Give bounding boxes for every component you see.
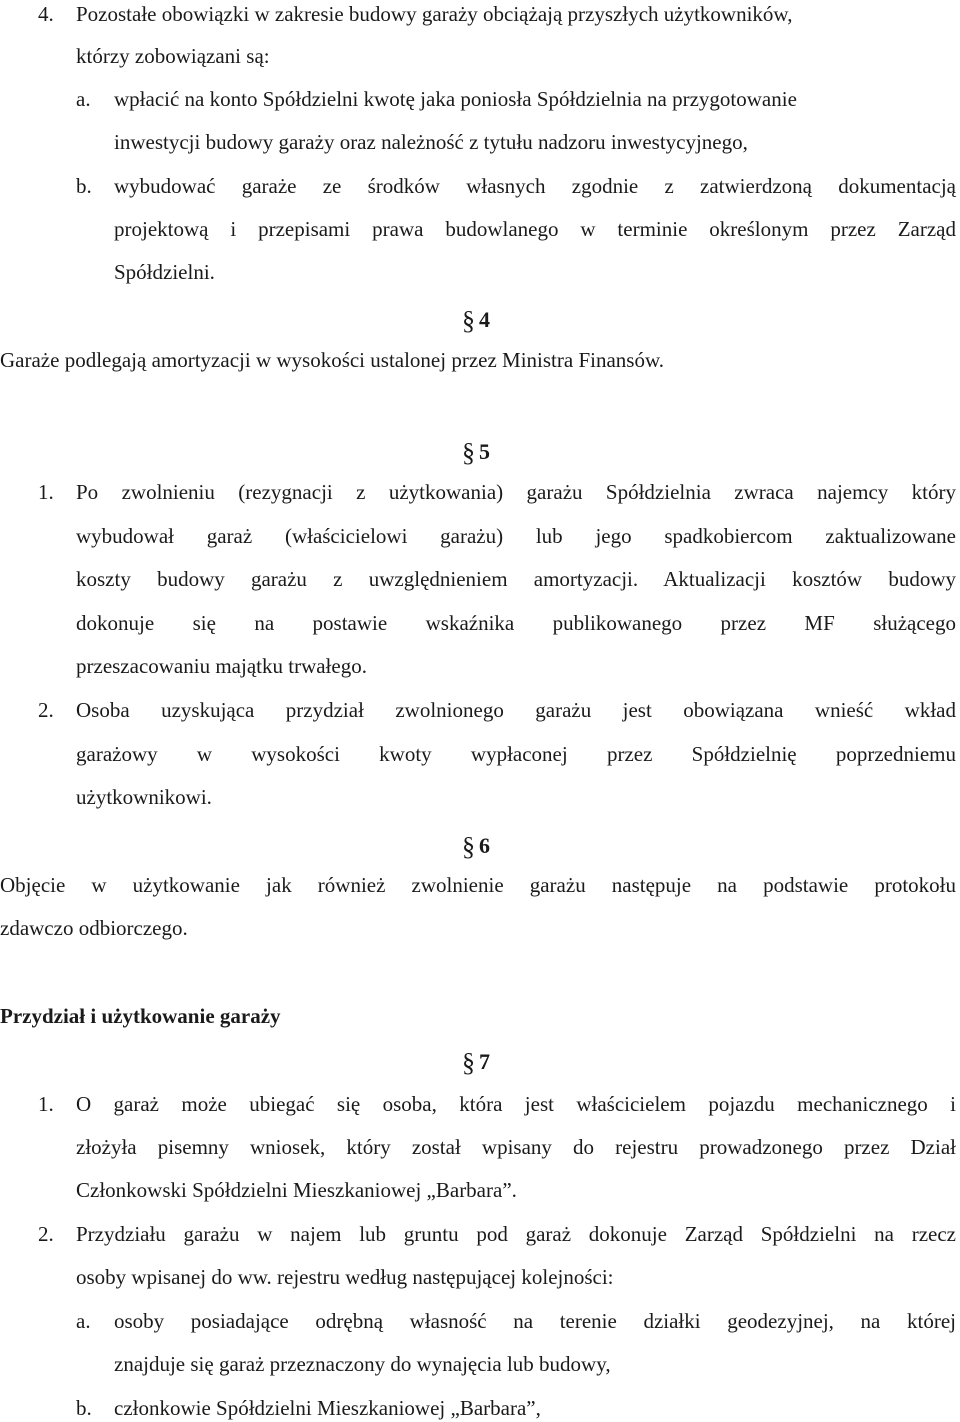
section-title: Przydział i użytkowanie garaży [0,1004,281,1028]
list-marker: b. [76,1396,92,1420]
paragraph-line: zdawczo odbiorczego. [0,916,188,940]
list-item-line: członkowie Spółdzielni Mieszkaniowej „Barbara”, [114,1396,541,1420]
paragraph-line: wybudował garaż (właścicielowi garażu) lub jego spadkobiercom zaktualizowane [76,524,956,548]
section-heading-5 [462,438,490,467]
list-item-line: Spółdzielni. [114,260,215,284]
section-heading-6 [462,832,490,861]
section-number: 4 [479,307,490,332]
paragraph-line: O garaż może ubiegać się osoba, która jest właścicielem pojazdu mechanicznego i [76,1092,956,1116]
paragraph-line: dokonuje się na postawie wskaźnika publikowanego przez MF służącego [76,611,956,635]
item-number: 1. [38,480,54,504]
list-marker: b. [76,174,92,198]
item-number: 1. [38,1092,54,1116]
paragraph-symbol: § [462,1048,475,1077]
paragraph-line: koszty budowy garażu z uwzględnieniem amortyzacji. Aktualizacji kosztów budowy [76,567,956,591]
list-item-line: wpłacić na konto Spółdzielni kwotę jaka poniosła Spółdzielnia na przygotowanie [114,87,797,111]
list-item-line: wybudować garaże ze środków własnych zgodnie z zatwierdzoną dokumentacją [114,174,956,198]
paragraph-line: przeszacowaniu majątku trwałego. [76,654,367,678]
paragraph-line: garażowy w wysokości kwoty wypłaconej przez Spółdzielnię poprzedniemu [76,742,956,766]
paragraph-line: osoby wpisanej do ww. rejestru według następującej kolejności: [76,1265,614,1289]
paragraph-line: którzy zobowiązani są: [76,44,270,68]
list-item-line: inwestycji budowy garaży oraz należność z tytułu nadzoru inwestycyjnego, [114,130,748,154]
list-item-line: osoby posiadające odrębną własność na terenie działki geodezyjnej, na której [114,1309,956,1333]
list-item-line: projektową i przepisami prawa budowlanego w terminie określonym przez Zarząd [114,217,956,241]
paragraph-line: Objęcie w użytkowanie jak również zwolnienie garażu następuje na podstawie protokołu [0,873,956,897]
paragraph-line: Członkowski Spółdzielni Mieszkaniowej „Barbara”. [76,1178,517,1202]
section-number: 7 [479,1049,490,1074]
list-marker: a. [76,1309,91,1333]
paragraph-symbol: § [462,306,475,335]
section-heading-4 [462,306,490,335]
item-number: 2. [38,698,54,722]
item-number: 4. [38,2,54,26]
paragraph-line: złożyła pisemny wniosek, który został wpisany do rejestru prowadzonego przez Dział [76,1135,956,1159]
paragraph-line: użytkownikowi. [76,785,212,809]
paragraph-line: Pozostałe obowiązki w zakresie budowy garaży obciążają przyszłych użytkowników, [76,2,793,26]
item-number: 2. [38,1222,54,1246]
paragraph-line: Po zwolnieniu (rezygnacji z użytkowania) garażu Spółdzielnia zwraca najemcy który [76,480,956,504]
paragraph-line: Garaże podlegają amortyzacji w wysokości ustalonej przez Ministra Finansów. [0,348,665,372]
paragraph-line: Osoba uzyskująca przydział zwolnionego garażu jest obowiązana wnieść wkład [76,698,956,722]
paragraph-symbol: § [462,438,475,467]
section-number: 6 [479,833,490,858]
paragraph-line: Przydziału garażu w najem lub gruntu pod garaż dokonuje Zarząd Spółdzielni na rzecz [76,1222,956,1246]
section-number: 5 [479,439,490,464]
section-heading-7 [462,1048,490,1077]
paragraph-symbol: § [462,832,475,861]
list-item-line: znajduje się garaż przeznaczony do wynajęcia lub budowy, [114,1352,611,1376]
list-marker: a. [76,87,91,111]
